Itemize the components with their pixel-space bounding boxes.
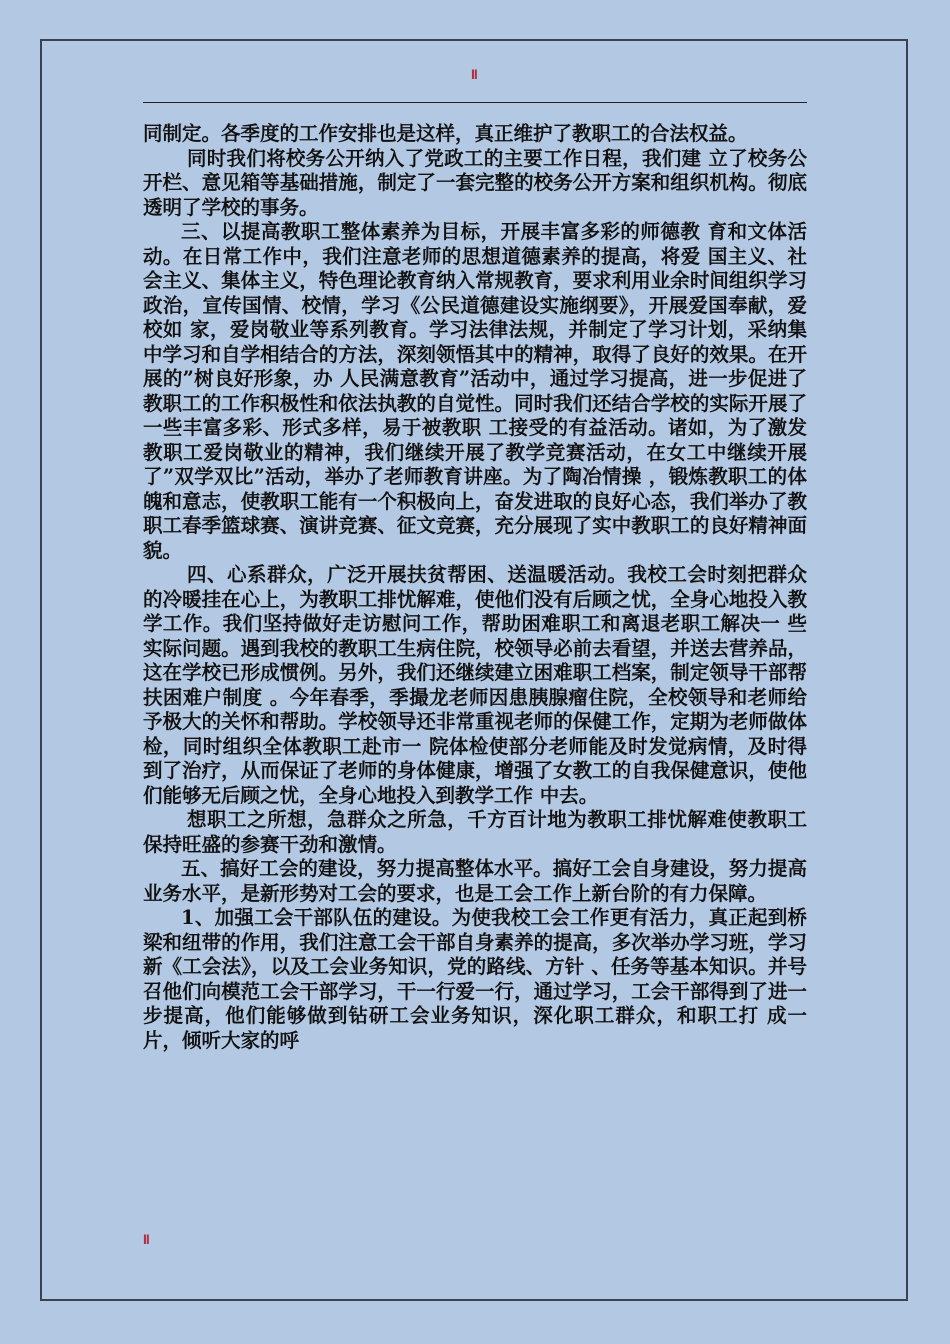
paragraph: 同制定。各季度的工作安排也是这样，真正维护了教职工的合法权益。 <box>143 122 748 145</box>
paragraph: 1、加强工会干部队伍的建设。为使我校工会工作更有活力，真正起到桥梁和纽带的作用，我们注意工会干部自身素养的提高，多次举办学习班，学习新《工会法》，以及工会业务知识，党的路线、方针 、任务等基本知识。并号召他们向模范工会干部学习，干一行爱一行，通过学习，工会干部得到了进一步提高，他们能够做到钻研工会业务知识，深化职工群众，和职工打 成一片，倾听大家的呼 <box>143 906 807 1052</box>
paragraph: 三、以提高教职工整体素养为目标，开展丰富多彩的师德教 育和文体活动。在日常工作中，我们注意老师的思想道德素养的提高，将爱 国主义、社会主义、集体主义，特色理论教育纳入常规教育，要求利用业余时间组织学习政治，宣传国情、校情，学习《公民道德建设实施纲要》，开展爱国奉献，爱校如 家，爱岗敬业等系列教育。学习法律法规，并制定了学习计划，采纳集中学习和自学相结合的方法，深刻领悟其中的精神，取得了良好的效果。在开展的”树良好形象，办 人民满意教育”活动中，通过学习提高，进一步促进了教职工的工作积极性和依法执教的自觉性。同时我们还结合学校的实际开展了一些丰富多彩、形式多样，易于被教职 工接受的有益活动。诸如，为了激发教职工爱岗敬业的精神，我们继续开展了教学竞赛活动，在女工中继续开展了”双学双比”活动，举办了老师教育讲座。为了陶冶情操 ，锻炼教职工的体魄和意志，使教职工能有一个积极向上，奋发进取的良好心态，我们举办了教职工春季篮球赛、演讲竞赛、征文竞赛，充分展现了实中教职工的良好精神面貌。 <box>143 220 807 562</box>
paragraph: 四、心系群众，广泛开展扶贫帮困、送温暖活动。我校工会时刻把群众的冷暖挂在心上，为教职工排忧解难，使他们没有后顾之忧，全身心地投入教学工作。我们坚持做好走访慰问工作，帮助困难职工和离退老职工解决一 些实际问题。遇到我校的教职工生病住院，校领导必前去看望，并送去营养品，这在学校已形成惯例。另外，我们还继续建立困难职工档案，制定领导干部帮扶困难户制度 。今年春季，季撮龙老师因患胰腺瘤住院，全校领导和老师给予极大的关怀和帮助。学校领导还非常重视老师的保健工作，定期为老师做体检，同时组织全体教职工赴市一 院体检使部分老师能及时发觉病情，及时得到了治疗，从而保证了老师的身体健康，增强了女教工的自我保健意识，使他们能够无后顾之忧，全身心地投入到教学工作 中去。 <box>143 563 807 807</box>
footer-mark: II <box>143 1231 149 1247</box>
document-body <box>143 122 807 1053</box>
paragraph: 想职工之所想，急群众之所急，千方百计地为教职工排忧解难使教职工保持旺盛的参赛干劲和激情。 <box>143 808 807 856</box>
header-mark: II <box>471 66 477 82</box>
paragraph: 同时我们将校务公开纳入了党政工的主要工作日程，我们建 立了校务公开栏、意见箱等基础措施，制定了一套完整的校务公开方案和组织机构。彻底透明了学校的事务。 <box>143 146 807 219</box>
paragraph: 五、搞好工会的建设，努力提高整体水平。搞好工会自身建设，努力提高业务水平，是新形势对工会的要求，也是工会工作上新台阶的有力保障。 <box>143 857 807 905</box>
header-rule <box>143 102 807 103</box>
